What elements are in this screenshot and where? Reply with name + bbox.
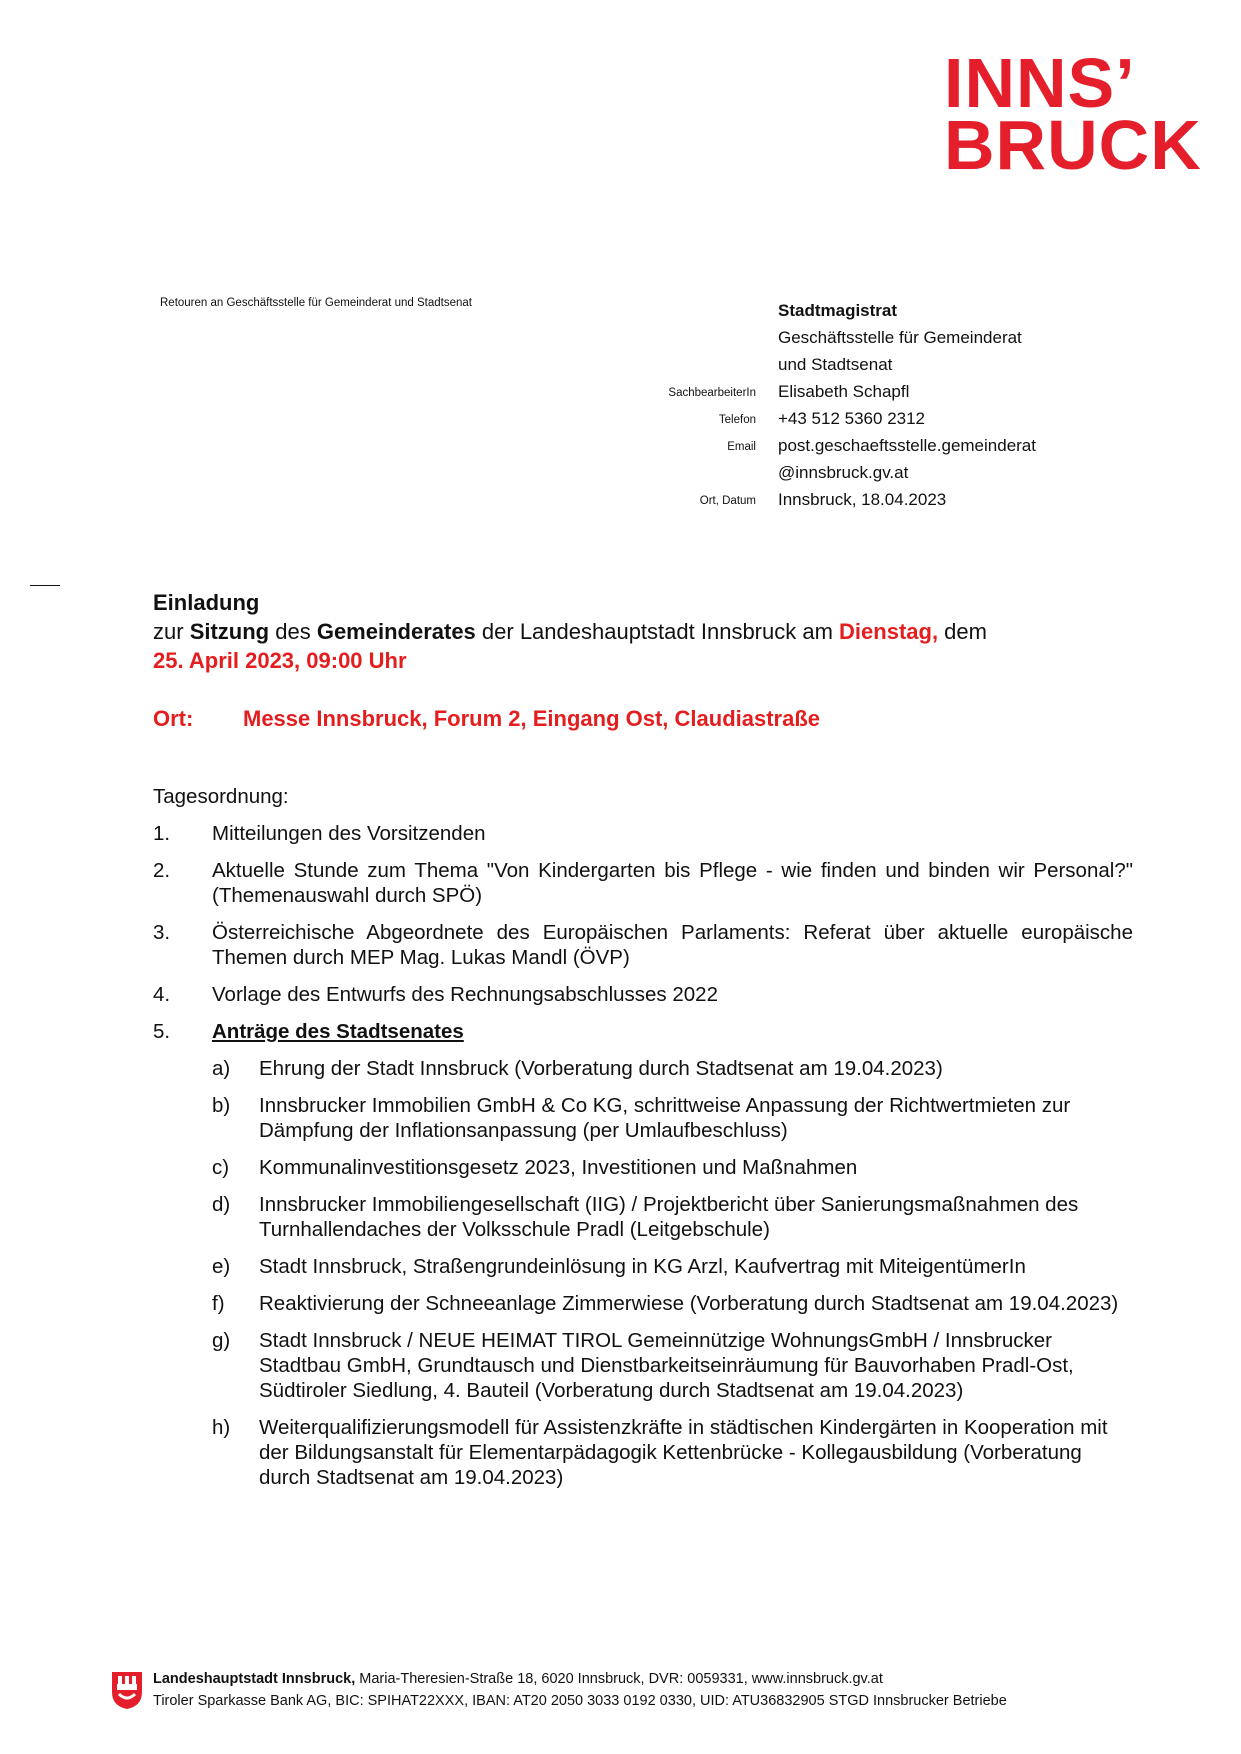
agenda-heading: Tagesordnung: — [153, 785, 289, 808]
city-crest-icon — [110, 1670, 144, 1710]
return-address: Retouren an Geschäftsstelle für Gemeinderat und Stadtsenat — [160, 297, 472, 309]
contact-name: Elisabeth Schapfl — [778, 382, 910, 401]
contact-label: SachbearbeiterIn — [668, 387, 756, 399]
footer-address: Landeshauptstadt Innsbruck, Maria-Theresien-Straße 18, 6020 Innsbruck, DVR: 0059331, www.innsbruck.gv.at — [153, 1671, 883, 1687]
agenda-subitem: e) Stadt Innsbruck, Straßengrundeinlösung in KG Arzl, Kaufvertrag mit MiteigentümerIn — [212, 1255, 1026, 1278]
logo-line-1: INNS’ — [944, 44, 1136, 122]
phone-label: Telefon — [718, 414, 756, 426]
location-label: Ort: — [153, 706, 194, 731]
fold-mark — [30, 585, 60, 586]
agenda-subitem: a) Ehrung der Stadt Innsbruck (Vorberatung durch Stadtsenat am 19.04.2023) — [212, 1057, 943, 1080]
email-label: Email — [727, 441, 756, 453]
sender-dept-line-2: und Stadtsenat — [778, 355, 893, 374]
agenda-item: 2. Aktuelle Stunde zum Thema "Von Kindergarten bis Pflege - wie finden und binden wir Personal?" (Themenauswahl durch SPÖ) — [153, 859, 1133, 907]
agenda-subitem: h) Weiterqualifizierungsmodell für Assistenzkräfte in städtischen Kindergärten in Kooperation mit der Bildungsanstalt für Elementarpädagogik Kettenbrücke - Kollegausbildung (Vorberatung durch Stadtsenat am 19.04.2023) — [212, 1416, 1108, 1489]
sender-dept-line-1: Geschäftsstelle für Gemeinderat — [778, 328, 1022, 347]
agenda-subitem: g) Stadt Innsbruck / NEUE HEIMAT TIROL Gemeinnützige WohnungsGmbH / Innsbrucker Stadtbau GmbH, Grundtausch und Dienstbarkeitseinräumung für Bauvorhaben Pradl-Ost, Südtiroler Siedlung, 4. Bauteil (Vorberatung durch Stadtsenat am 19.04.2023) — [212, 1329, 1074, 1402]
email-line-1: post.geschaeftsstelle.gemeinderat — [778, 436, 1036, 455]
date-label: Ort, Datum — [699, 495, 756, 507]
innsbruck-logo — [944, 44, 1202, 184]
footer-bank: Tiroler Sparkasse Bank AG, BIC: SPIHAT22XXX, IBAN: AT20 2050 3033 0192 0330, UID: ATU36832905 STGD Innsbrucker Betriebe — [153, 1693, 1007, 1709]
invitation-title: Einladung — [153, 590, 260, 615]
phone-number: +43 512 5360 2312 — [778, 409, 926, 428]
agenda-subitem: f) Reaktivierung der Schneeanlage Zimmerwiese (Vorberatung durch Stadtsenat am 19.04.2023) — [212, 1292, 1119, 1315]
agenda-subitem: d) Innsbrucker Immobiliengesellschaft (IIG) / Projektbericht über Sanierungsmaßnahmen des Turnhallendaches der Volksschule Pradl (Leitgebschule) — [212, 1193, 1079, 1241]
agenda — [153, 784, 1133, 1502]
email-line-2: @innsbruck.gv.at — [778, 463, 909, 482]
agenda-item: 4. Vorlage des Entwurfs des Rechnungsabschlusses 2022 — [153, 983, 718, 1006]
agenda-subitem: b) Innsbrucker Immobilien GmbH & Co KG, schrittweise Anpassung der Richtwertmieten zur Dämpfung der Inflationsanpassung (per Umlaufbeschluss) — [212, 1094, 1071, 1142]
meeting-datetime: 25. April 2023, 09:00 Uhr — [153, 648, 407, 673]
location-value: Messe Innsbruck, Forum 2, Eingang Ost, Claudiastraße — [243, 706, 821, 731]
logo-line-2: BRUCK — [944, 106, 1202, 184]
invitation-text: zur Sitzung des Gemeinderates der Landeshauptstadt Innsbruck am Dienstag, dem — [153, 619, 987, 644]
agenda-item: 1. Mitteilungen des Vorsitzenden — [153, 822, 486, 845]
agenda-subitem: c) Kommunalinvestitionsgesetz 2023, Investitionen und Maßnahmen — [212, 1156, 858, 1179]
location — [153, 706, 821, 732]
invitation-block — [153, 588, 1143, 675]
place-date: Innsbruck, 18.04.2023 — [778, 490, 947, 509]
sender-block — [600, 294, 1160, 510]
sender-org: Stadtmagistrat — [778, 301, 898, 320]
agenda-item: 3. Österreichische Abgeordnete des Europäischen Parlaments: Referat über aktuelle europäische Themen durch MEP Mag. Lukas Mandl (ÖVP) — [153, 921, 1133, 969]
agenda-item: 5. Anträge des Stadtsenates — [153, 1020, 464, 1043]
